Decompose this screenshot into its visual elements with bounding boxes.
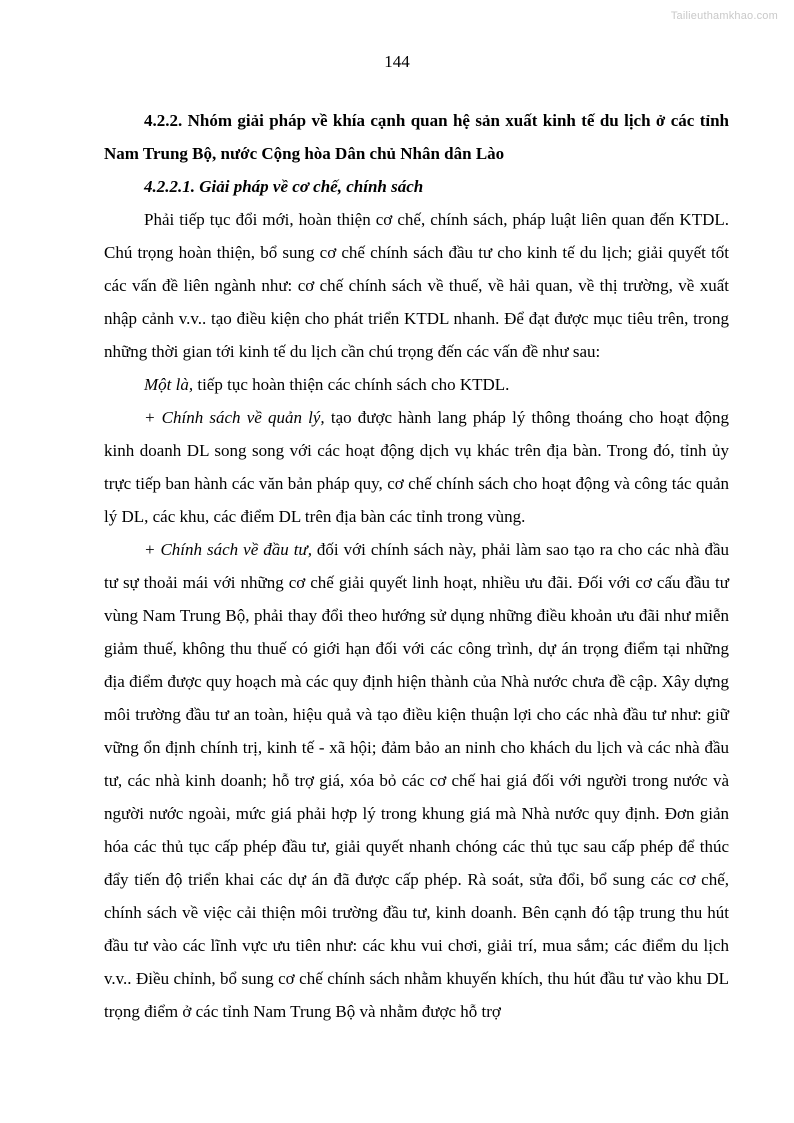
subsection-heading: 4.2.2.1. Giải pháp về cơ chế, chính sách — [144, 177, 424, 196]
section-heading: 4.2.2. Nhóm giải pháp về khía cạnh quan hệ sản xuất kinh tế du lịch ở các tỉnh Nam Trung Bộ, nước Cộng hòa Dân chủ Nhân dân Lào — [104, 111, 729, 163]
page-content — [104, 104, 729, 1028]
paragraph-2-rest: tiếp tục hoàn thiện các chính sách cho KTDL. — [193, 375, 510, 394]
paragraph-2-lead: Một là, — [144, 375, 194, 394]
paragraph-4 — [104, 533, 729, 1028]
paragraph-3 — [104, 401, 729, 533]
paragraph-4-lead: + Chính sách về đầu tư, — [144, 540, 312, 559]
watermark-text: Tailieuthamkhao.com — [670, 10, 778, 22]
paragraph-1: Phải tiếp tục đổi mới, hoàn thiện cơ chế, chính sách, pháp luật liên quan đến KTDL. Chú trọng hoàn thiện, bổ sung cơ chế chính sách đầu tư cho kinh tế du lịch; giải quyết tốt các vấn đề liên ngành như: cơ chế chính sách về thuế, về hải quan, về thị trường, về xuất nhập cảnh v.v.. tạo điều kiện cho phát triển KTDL nhanh. Để đạt được mục tiêu trên, trong những thời gian tới kinh tế du lịch cần chú trọng đến các vấn đề như sau: — [104, 210, 729, 361]
paragraph-4-rest: đối với chính sách này, phải làm sao tạo ra cho các nhà đầu tư sự thoải mái với những cơ chế giải quyết linh hoạt, nhiều ưu đãi. Đối với cơ cấu đầu tư vùng Nam Trung Bộ, phải thay đổi theo hướng sử dụng những điều khoản ưu đãi như miễn giảm thuế, không thu thuế có giới hạn đối với các công trình, dự án trọng điểm tại những địa điểm được quy hoạch mà các quy định hiện thành của Nhà nước chưa đề cập. Xây dựng môi trường đầu tư an toàn, hiệu quả và tạo điều kiện thuận lợi cho các nhà đầu tư như: giữ vững ổn định chính trị, kinh tế - xã hội; đảm bảo an ninh cho khách du lịch và các nhà đầu tư, các nhà kinh doanh; hỗ trợ giá, xóa bỏ các cơ chế hai giá đối với người trong nước và người nước ngoài, mức giá phải hợp lý trong khung giá mà Nhà nước quy định. Đơn giản hóa các thủ tục cấp phép đầu tư, giải quyết nhanh chóng các thủ tục sau cấp phép để thúc đẩy tiến độ triển khai các dự án đã được cấp phép. Rà soát, sửa đổi, bổ sung các cơ chế, chính sách về việc cải thiện môi trường đầu tư, kinh doanh. Bên cạnh đó tập trung thu hút đầu tư vào các lĩnh vực ưu tiên như: các khu vui chơi, giải trí, mua sắm; các điểm du lịch v.v.. Điều chỉnh, bổ sung cơ chế chính sách nhằm khuyến khích, thu hút đầu tư vào khu DL trọng điểm ở các tỉnh Nam Trung Bộ và nhằm được hỗ trợ — [104, 540, 729, 1021]
paragraph-2 — [104, 368, 729, 401]
paragraph-3-rest: tạo được hành lang pháp lý thông thoáng cho hoạt động kinh doanh DL song song với các hoạt động dịch vụ khác trên địa bàn. Trong đó, tỉnh ủy trực tiếp ban hành các văn bản pháp quy, cơ chế chính sách cho hoạt động và công tác quản lý DL, các khu, các điểm DL trên địa bàn các tỉnh trong vùng. — [104, 408, 730, 526]
paragraph-3-lead: + Chính sách về quản lý, — [144, 408, 325, 427]
page-number: 144 — [384, 52, 410, 71]
